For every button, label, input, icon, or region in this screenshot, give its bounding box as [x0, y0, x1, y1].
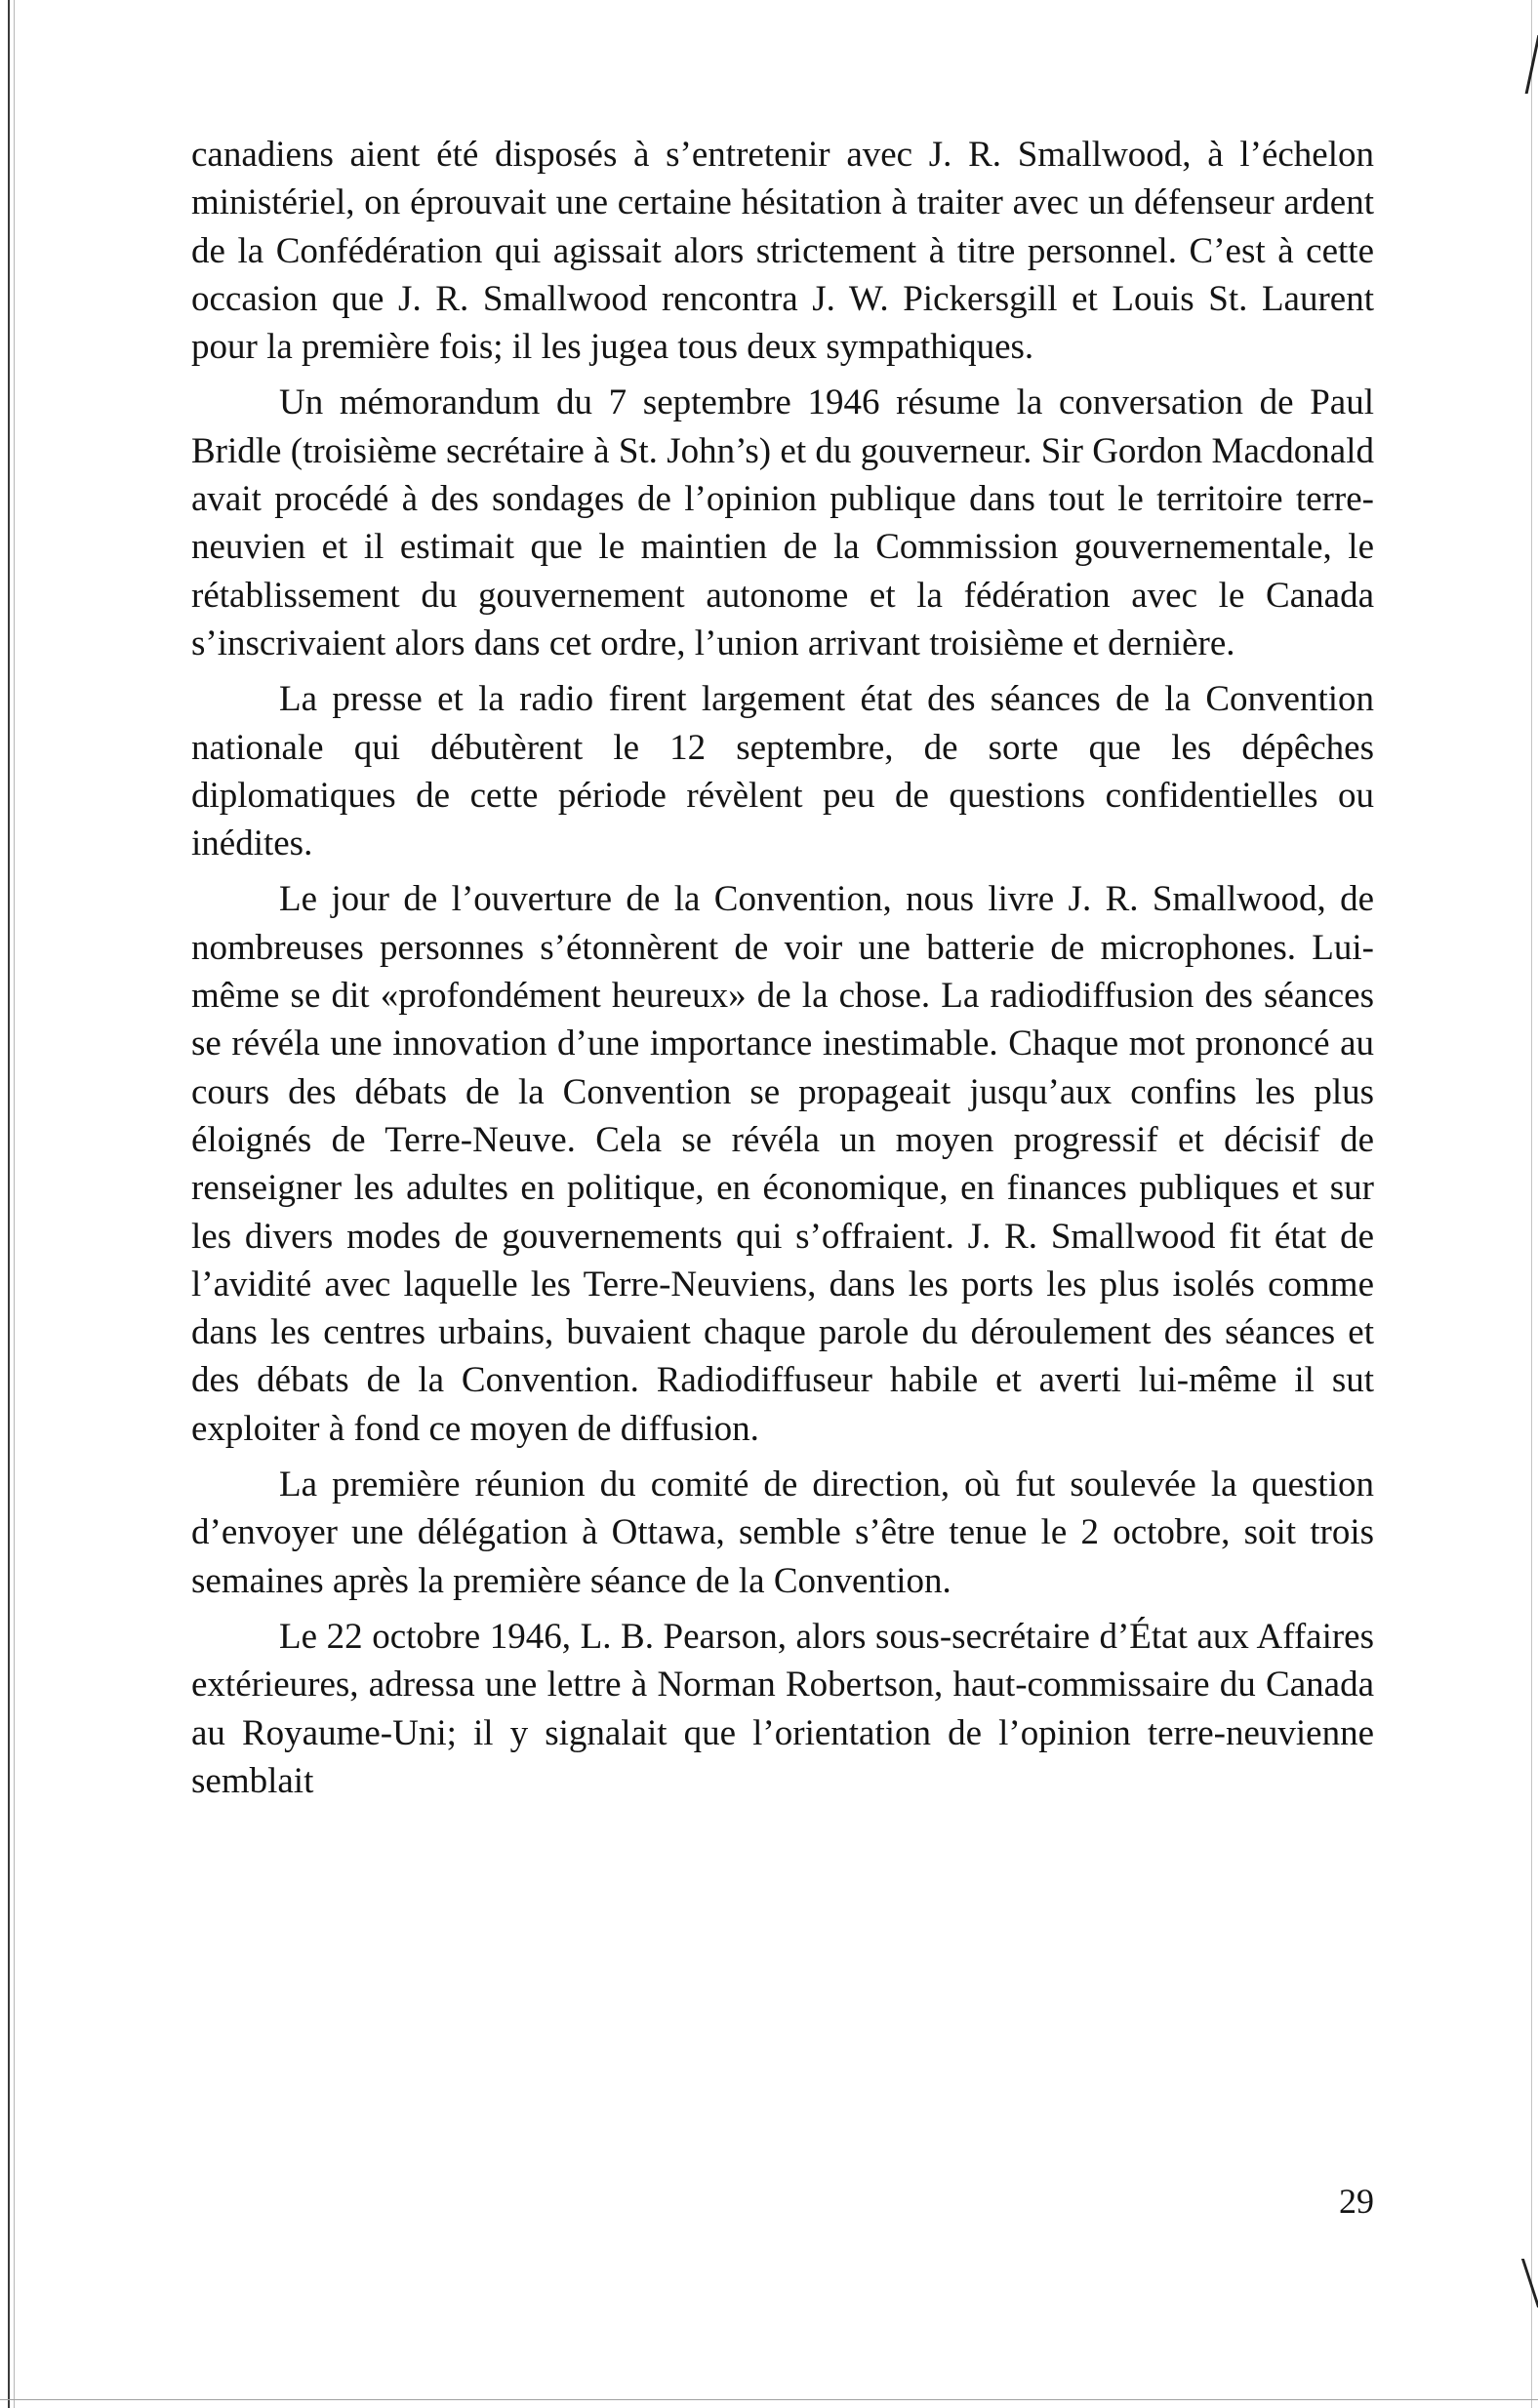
page-left-edge: [8, 0, 10, 2408]
scan-mark-bottom: [1518, 2259, 1538, 2308]
scan-mark-top: [1521, 35, 1538, 94]
page-bottom-edge: [0, 2399, 1538, 2400]
paragraph-2: Un mémorandum du 7 septembre 1946 résume la conversation de Paul Bridle (troisième secrétaire à St. John’s) et du gouverneur. Sir Gordon Macdonald avait procédé à des sondages de l’opinion publique dans tout le territoire terre-neuvien et il estimait que le maintien de la Commission gouvernementale, le rétablissement du gouvernement autonome et la fédération avec le Canada s’inscrivaient alors dans cet ordre, l’union arrivant troisième et dernière.: [191, 382, 1374, 663]
body-text: [191, 131, 1374, 1805]
paragraph-4: Le jour de l’ouverture de la Convention, nous livre J. R. Smallwood, de nombreuses personnes s’étonnèrent de voir une batterie de microphones. Lui-même se dit «profondément heureux» de la chose. La radiodiffusion des séances se révéla une innovation d’une importance inestimable. Chaque mot prononcé au cours des débats de la Convention se propageait jusqu’aux confins les plus éloignés de Terre-Neuve. Cela se révéla un moyen progressif et décisif de renseigner les adultes en politique, en économique, en finances publiques et sur les divers modes de gouvernements qui s’offraient. J. R. Smallwood fit état de l’avidité avec laquelle les Terre-Neuviens, dans les ports les plus isolés comme dans les centres urbains, buvaient chaque parole du déroulement des séances et des débats de la Convention. Radiodiffuseur habile et averti lui-même il sut exploiter à fond ce moyen de diffusion.: [191, 879, 1374, 1449]
paragraph-3: La presse et la radio firent largement état des séances de la Convention nationale qui débutèrent le 12 septembre, de sorte que les dépêches diplomatiques de cette période révèlent peu de questions confidentielles ou inédites.: [191, 679, 1374, 864]
page-number: 29: [1339, 2182, 1374, 2221]
page-right-edge: [1531, 0, 1532, 2408]
paragraph-6: Le 22 octobre 1946, L. B. Pearson, alors sous-secrétaire d’État aux Affaires extérieures, adressa une lettre à Norman Robertson, haut-commissaire du Canada au Royaume-Uni; il y signalait que l’orientation de l’opinion terre-neuvienne semblait: [191, 1616, 1374, 1801]
paragraph-5: La première réunion du comité de direction, où fut soulevée la question d’envoyer une délégation à Ottawa, semble s’être tenue le 2 octobre, soit trois semaines après la première séance de la Convention.: [191, 1465, 1374, 1601]
paragraph-1: canadiens aient été disposés à s’entretenir avec J. R. Smallwood, à l’échelon ministériel, on éprouvait une certaine hésitation à traiter avec un défenseur ardent de la Confédération qui agissait alors strictement à titre personnel. C’est à cette occasion que J. R. Smallwood rencontra J. W. Pickersgill et Louis St. Laurent pour la première fois; il les jugea tous deux sympathiques.: [191, 135, 1374, 368]
page-left-edge-shadow: [14, 0, 15, 2408]
